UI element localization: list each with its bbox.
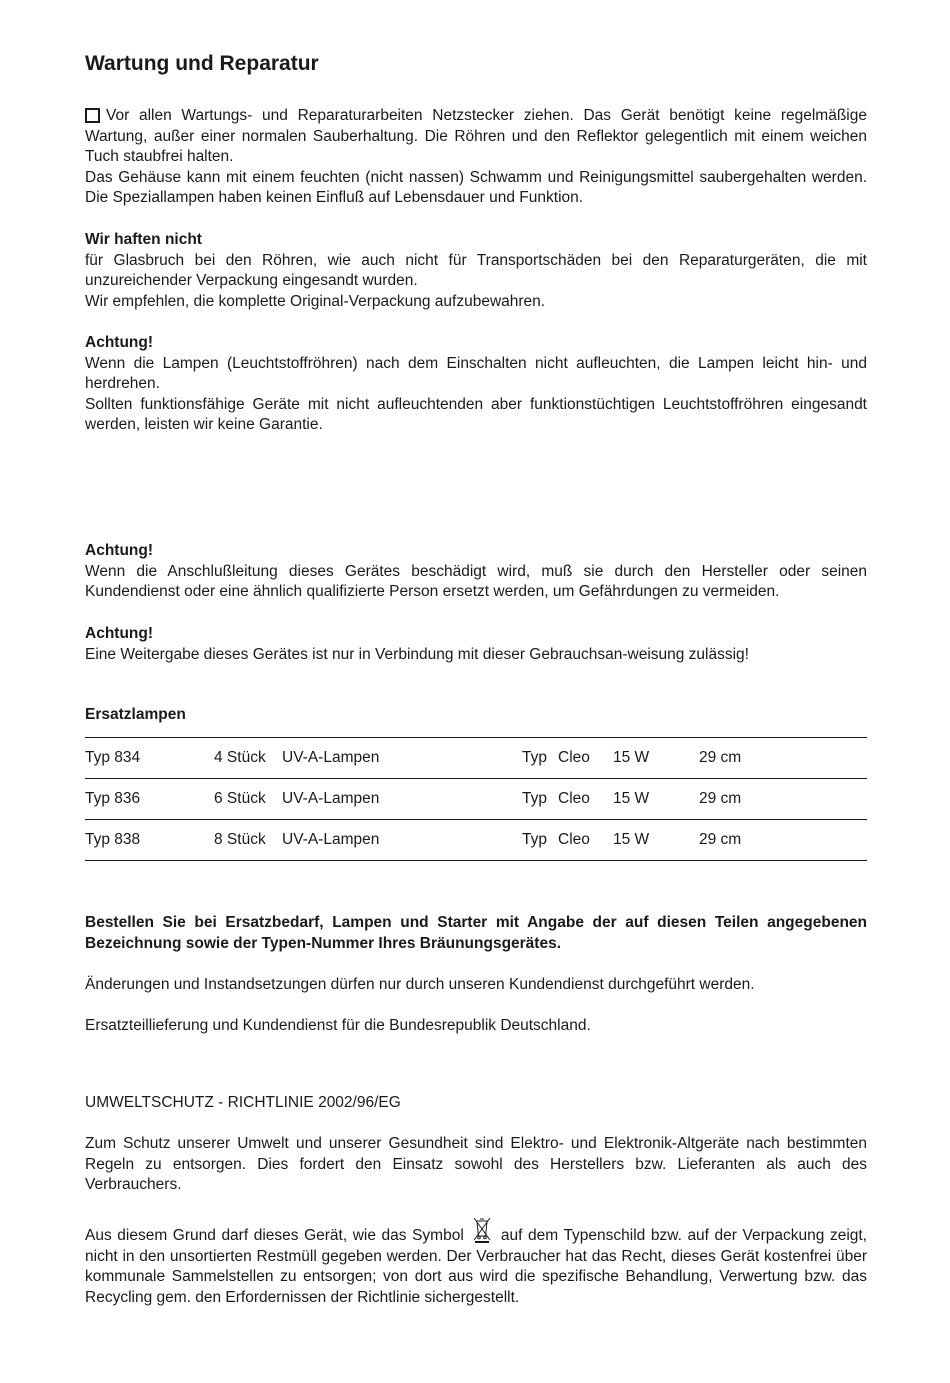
lamp-name: Cleo [558, 790, 590, 807]
lamps-heading: Ersatzlampen [85, 706, 186, 723]
lamp-kind: UV-A-Lampen [282, 749, 380, 766]
maintenance-text-1: Vor allen Wartungs- und Reparaturarbeiten Netzstecker ziehen. Das Gerät benötigt keine regelmäßige Wartung, außer einer normalen Sauberhaltung. Die Röhren und den Reflektor gelegentlich mit einem weichen Tuch staubfrei halten. [85, 107, 867, 166]
lamps-table [85, 737, 867, 861]
lamp-name: Cleo [558, 831, 590, 848]
maintenance-para-1 [85, 106, 867, 168]
lamp-length: 29 cm [699, 790, 742, 807]
table-row [85, 738, 867, 779]
attention-2-para-1: Wenn die Anschlußleitung dieses Gerätes beschädigt wird, muß sie durch den Hersteller oder seinen Kundendienst oder eine ähnlich qualifizierte Person ersetzt werden, um Gefährdungen zu vermeiden. [85, 562, 867, 601]
environment-para-2-end: auf dem Typenschild bzw. auf der Verpackung zeigt, nicht in den unsortierten Restmüll gegeben werden. Der Verbraucher hat das Recht, dieses Gerät kostenfrei über kommunale Sammelstellen zu entsorgen; von dort aus wird die spezifische Behandlung, Verwertung bzw. das Recycling gem. den Erfordernissen der Richtlinie sichergestellt. [85, 1227, 867, 1306]
liability-para-2: Wir empfehlen, die komplette Original-Verpackung aufzubewahren. [85, 292, 546, 310]
liability-section [85, 230, 867, 312]
lamp-quantity: 6 Stück [214, 790, 266, 807]
lamp-name: Cleo [558, 749, 590, 766]
environment-para-1: Zum Schutz unserer Umwelt und unserer Gesundheit sind Elektro- und Elektronik-Altgeräte nach bestimmten Regeln zu entsorgen. Dies fordert den Einsatz sowohl des Herstellers bzw. Lieferanten als auch des Verbrauchers. [85, 1135, 867, 1194]
attention-section-2 [85, 541, 867, 603]
environment-heading: UMWELTSCHUTZ - RICHTLINIE 2002/96/EG [85, 1094, 401, 1111]
order-instructions: Bestellen Sie bei Ersatzbedarf, Lampen und Starter mit Angabe der auf diesen Teilen angegebenen Bezeichnung sowie der Typen-Nummer Ihres Bräunungsgerätes. [85, 914, 867, 952]
lamp-wattage: 15 W [613, 790, 650, 807]
checkbox-icon [85, 108, 100, 123]
maintenance-para-2: Das Gehäuse kann mit einem feuchten (nicht nassen) Schwamm und Reinigungsmittel saubergehalten werden. Die Speziallampen haben keinen Einfluß auf Lebensdauer und Funktion. [85, 168, 867, 207]
table-row [85, 820, 867, 861]
lamp-quantity: 4 Stück [214, 749, 266, 766]
lamp-length: 29 cm [699, 749, 742, 766]
service-notice: Ersatzteillieferung und Kundendienst für die Bundesrepublik Deutschland. [85, 1017, 591, 1034]
attention-1-para-1: Wenn die Lampen (Leuchtstoffröhren) nach dem Einschalten nicht aufleuchten, die Lampen leicht hin- und herdrehen. [85, 354, 867, 393]
lamp-wattage: 15 W [613, 831, 650, 848]
attention-heading-2: Achtung! [85, 542, 154, 559]
lamp-type-label: Typ [522, 831, 547, 848]
repair-notice: Änderungen und Instandsetzungen dürfen nur durch unseren Kundendienst durchgeführt werden. [85, 976, 755, 993]
lamp-model: Typ 838 [85, 831, 141, 848]
crossed-out-wheelie-bin-icon [472, 1216, 492, 1244]
attention-section-1 [85, 333, 867, 436]
lamp-type-label: Typ [522, 749, 547, 766]
table-row [85, 779, 867, 820]
attention-heading-1: Achtung! [85, 334, 154, 351]
attention-3-para-1: Eine Weitergabe dieses Gerätes ist nur in Verbindung mit dieser Gebrauchsan-weisung zulässig! [85, 645, 749, 663]
lamp-model: Typ 836 [85, 790, 141, 807]
attention-heading-3: Achtung! [85, 625, 154, 642]
liability-para-1: für Glasbruch bei den Röhren, wie auch nicht für Transportschäden bei den Reparaturgeräten, die mit unzureichender Verpackung eingesandt wurden. [85, 251, 867, 290]
environment-para-2-start: Aus diesem Grund darf dieses Gerät, wie das Symbol [85, 1227, 464, 1244]
lamp-quantity: 8 Stück [214, 831, 266, 848]
lamp-length: 29 cm [699, 831, 742, 848]
attention-1-para-2: Sollten funktionsfähige Geräte mit nicht aufleuchtenden aber funktionstüchtigen Leuchtstoffröhren eingesandt werden, leisten wir keine Garantie. [85, 395, 867, 434]
lamp-type-label: Typ [522, 790, 547, 807]
attention-section-3 [85, 624, 867, 665]
lamp-model: Typ 834 [85, 749, 141, 766]
lamp-wattage: 15 W [613, 749, 650, 766]
maintenance-section [85, 106, 867, 209]
lamp-kind: UV-A-Lampen [282, 790, 380, 807]
page-title: Wartung und Reparatur [85, 52, 319, 75]
lamp-kind: UV-A-Lampen [282, 831, 380, 848]
environment-para-2 [85, 1216, 867, 1308]
liability-heading: Wir haften nicht [85, 231, 202, 248]
